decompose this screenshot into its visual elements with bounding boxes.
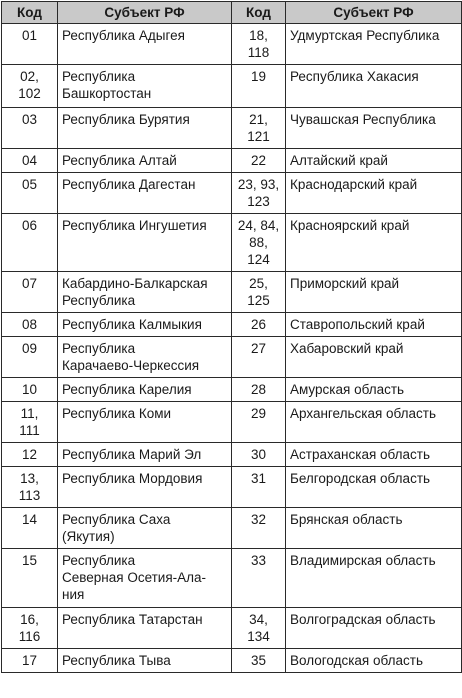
- subject-cell: Ставропольский край: [286, 313, 462, 337]
- subject-cell: Республика Северная Осетия-Ала- ния: [58, 549, 232, 608]
- code-cell: 30: [232, 443, 286, 467]
- code-cell: 27: [232, 337, 286, 378]
- subject-cell: Архангельская область: [286, 402, 462, 443]
- header-code-1: Код: [2, 2, 58, 24]
- subject-cell: Республика Саха (Якутия): [58, 508, 232, 549]
- code-cell: 12: [2, 443, 58, 467]
- code-cell: 14: [2, 508, 58, 549]
- table-row: [2, 443, 462, 467]
- table-row: [2, 108, 462, 149]
- code-cell: 05: [2, 173, 58, 214]
- subject-cell: Республика Коми: [58, 402, 232, 443]
- table-row: [2, 272, 462, 313]
- code-cell: 34, 134: [232, 608, 286, 649]
- subject-cell: Хабаровский край: [286, 337, 462, 378]
- code-cell: 24, 84, 88, 124: [232, 214, 286, 272]
- subject-cell: Республика Алтай: [58, 149, 232, 173]
- subject-cell: Алтайский край: [286, 149, 462, 173]
- code-cell: 07: [2, 272, 58, 313]
- code-cell: 32: [232, 508, 286, 549]
- code-cell: 33: [232, 549, 286, 608]
- table-row: [2, 65, 462, 108]
- table-row: [2, 378, 462, 402]
- table-row: [2, 24, 462, 65]
- table-row: [2, 508, 462, 549]
- subject-cell: Волгоградская область: [286, 608, 462, 649]
- subject-cell: Республика Марий Эл: [58, 443, 232, 467]
- code-cell: 25, 125: [232, 272, 286, 313]
- header-code-2: Код: [232, 2, 286, 24]
- table-row: [2, 549, 462, 608]
- code-cell: 15: [2, 549, 58, 608]
- code-cell: 35: [232, 649, 286, 673]
- table-row: [2, 337, 462, 378]
- subject-cell: Владимирская область: [286, 549, 462, 608]
- subject-cell: Республика Тыва: [58, 649, 232, 673]
- region-codes-table: [1, 1, 462, 673]
- code-cell: 19: [232, 65, 286, 108]
- subject-cell: Амурская область: [286, 378, 462, 402]
- code-cell: 06: [2, 214, 58, 272]
- header-subject-1: Субъект РФ: [58, 2, 232, 24]
- code-cell: 02, 102: [2, 65, 58, 108]
- code-cell: 17: [2, 649, 58, 673]
- subject-cell: Белгородская область: [286, 467, 462, 508]
- subject-cell: Республика Ингушетия: [58, 214, 232, 272]
- subject-cell: Брянская область: [286, 508, 462, 549]
- code-cell: 10: [2, 378, 58, 402]
- subject-cell: Республика Дагестан: [58, 173, 232, 214]
- code-cell: 16, 116: [2, 608, 58, 649]
- code-cell: 03: [2, 108, 58, 149]
- code-cell: 18, 118: [232, 24, 286, 65]
- subject-cell: Республика Карачаево-Черкессия: [58, 337, 232, 378]
- table-body: [2, 24, 462, 673]
- table-row: [2, 649, 462, 673]
- code-cell: 22: [232, 149, 286, 173]
- subject-cell: Астраханская область: [286, 443, 462, 467]
- code-cell: 04: [2, 149, 58, 173]
- table-row: [2, 608, 462, 649]
- code-cell: 26: [232, 313, 286, 337]
- subject-cell: Удмуртская Республика: [286, 24, 462, 65]
- subject-cell: Республика Калмыкия: [58, 313, 232, 337]
- code-cell: 31: [232, 467, 286, 508]
- code-cell: 09: [2, 337, 58, 378]
- code-cell: 13, 113: [2, 467, 58, 508]
- table-row: [2, 149, 462, 173]
- table-row: [2, 173, 462, 214]
- code-cell: 23, 93, 123: [232, 173, 286, 214]
- subject-cell: Краснодарский край: [286, 173, 462, 214]
- subject-cell: Республика Татарстан: [58, 608, 232, 649]
- table-row: [2, 214, 462, 272]
- code-cell: 01: [2, 24, 58, 65]
- header-subject-2: Субъект РФ: [286, 2, 462, 24]
- subject-cell: Кабардино-Балкарская Республика: [58, 272, 232, 313]
- code-cell: 21, 121: [232, 108, 286, 149]
- subject-cell: Вологодская область: [286, 649, 462, 673]
- subject-cell: Республика Мордовия: [58, 467, 232, 508]
- subject-cell: Красноярский край: [286, 214, 462, 272]
- table-header: [2, 2, 462, 24]
- code-cell: 11, 111: [2, 402, 58, 443]
- table-row: [2, 467, 462, 508]
- header-row: [2, 2, 462, 24]
- subject-cell: Республика Башкортостан: [58, 65, 232, 108]
- subject-cell: Приморский край: [286, 272, 462, 313]
- code-cell: 08: [2, 313, 58, 337]
- code-cell: 29: [232, 402, 286, 443]
- subject-cell: Чувашская Республика: [286, 108, 462, 149]
- subject-cell: Республика Адыгея: [58, 24, 232, 65]
- table-row: [2, 402, 462, 443]
- table-row: [2, 313, 462, 337]
- subject-cell: Республика Бурятия: [58, 108, 232, 149]
- code-cell: 28: [232, 378, 286, 402]
- subject-cell: Республика Хакасия: [286, 65, 462, 108]
- subject-cell: Республика Карелия: [58, 378, 232, 402]
